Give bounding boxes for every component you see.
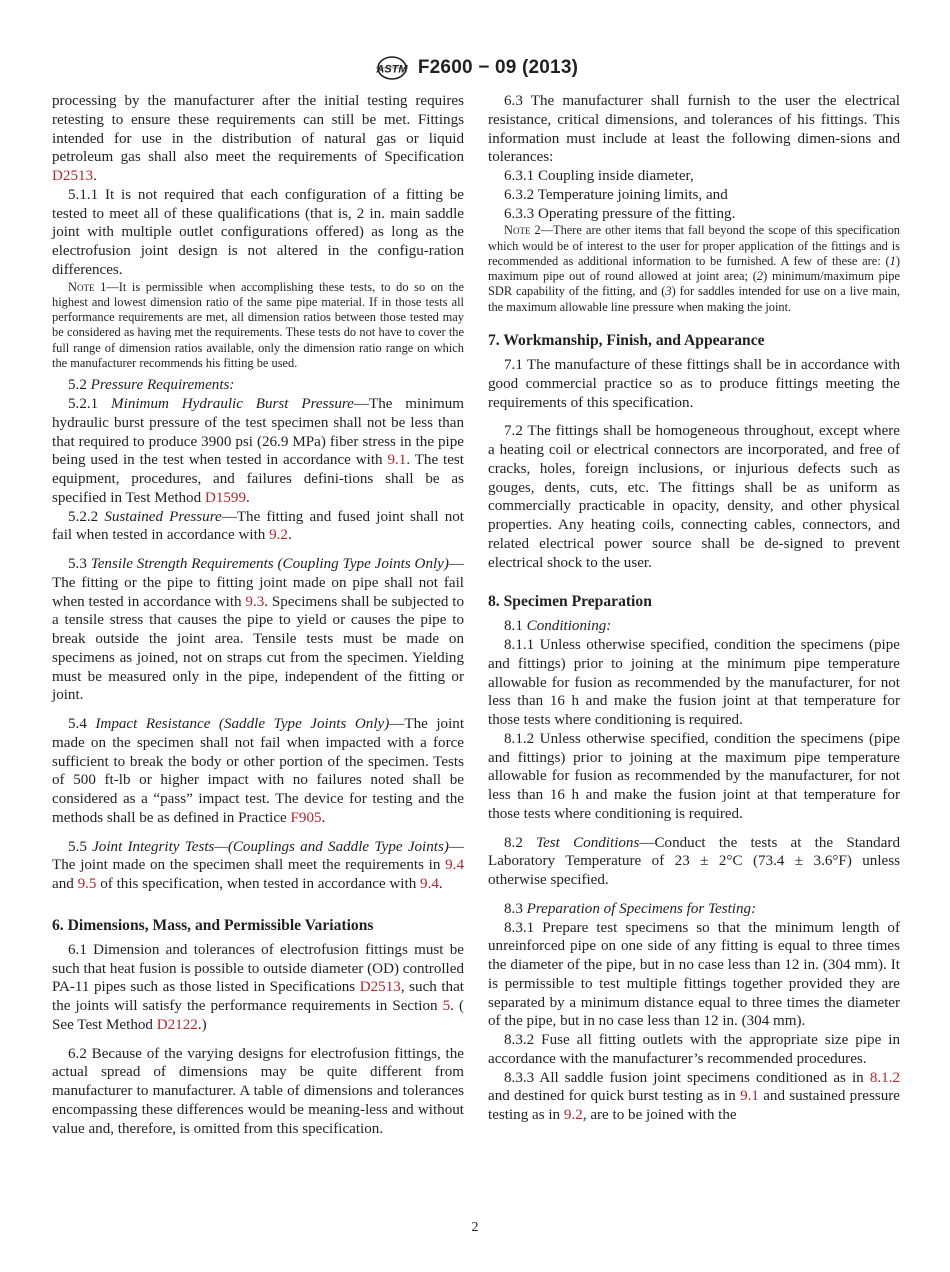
section-5-5: 5.5 Joint Integrity Tests—(Couplings and Saddle Type Joints)—The joint made on the specimen shall meet the requirements in 9.4 and 9.5 of this specification, when tested in accordance with 9.4. (52, 838, 464, 893)
document-designation: F2600 − 09 (2013) (417, 57, 579, 78)
ref-link-f905[interactable]: F905 (290, 809, 322, 826)
section-5-2-2: 5.2.2 Sustained Pressure—The fitting and fused joint shall not fail when tested in accordance with 9.2. (52, 508, 464, 544)
ref-link-d2513[interactable]: D2513 (52, 168, 94, 184)
ref-link-9-5[interactable]: 9.5 (77, 876, 97, 893)
ref-link-9-2[interactable]: 9.2 (269, 527, 288, 544)
section-8-3-1: 8.3.1 Prepare test specimens so that the minimum length of unreinforced pipe on one side of any fitting is equal to three times the diameter of the pipe, but in no case less than 12 in. (304 mm). It is permissible to test multiple fittings together provided they are separated by a minimum distance equal to three times the diameter of the pipe, but in no case less than 12 in. (304 mm). (488, 919, 900, 1030)
note-1: Note 1—It is permissible when accomplishing these tests, to do so on the highest and lowest dimension ratio of the same pipe material. If in those tests all performance requirements are met, all dimension ratios between those tested may be considered as having met the requirements. These tests do not have to cover the full range of dimension ratios available, only the dimension ratio range on which the manufacturer recommends his fitting be used. (52, 279, 464, 370)
section-6-1: 6.1 Dimension and tolerances of electrofusion fittings must be such that heat fusion is possible to outside diameter (OD) controlled PA-11 pipes such as those listed in Specifications D2513, such that the joints will satisfy the performance requirements in Section 5. ( See Test Method D2122.) (52, 941, 464, 1033)
page-header (0, 55, 950, 81)
section-heading-6: 6. Dimensions, Mass, and Permissible Variations (52, 916, 374, 934)
section-8-1-1: 8.1.1 Unless otherwise specified, condition the specimens (pipe and fittings) prior to joining at the minimum pipe temperature allowable for fusion as recommended by the manufacturer, for not less than 16 h and make the fusion joint at that temperature for those tests where conditioning is required. (488, 637, 900, 729)
ref-link-9-1[interactable]: 9.1 (387, 452, 407, 469)
ref-link-8-1-2[interactable]: 8.1.2 (869, 1069, 900, 1086)
section-8-3: 8.3 Preparation of Specimens for Testing: (504, 900, 757, 917)
section-5-2-1: 5.2.1 Minimum Hydraulic Burst Pressure—The minimum hydraulic burst pressure of the test specimen shall not be less than that required to produce 3900 psi (26.9 MPa) fiber stress in the pipe being used in the test when tested in accordance with 9.1. The test equipment, procedures, and failures defini-tions shall be as specified in Test Method D1599. (52, 396, 464, 506)
section-8-3-2: 8.3.2 Fuse all fitting outlets with the appropriate size pipe in accordance with the manufacturer’s recommended procedures. (488, 1032, 900, 1067)
astm-logo-icon (372, 55, 412, 81)
section-6-3-2: 6.3.2 Temperature joining limits, and (504, 186, 728, 203)
ref-link-9-4[interactable]: 9.4 (420, 876, 439, 893)
section-5-4: 5.4 Impact Resistance (Saddle Type Joints Only)—The joint made on the specimen shall not fail when impacted with a force sufficient to break the body or other portion of the specimen. Tests of 500 ft-lb or higher impact with no failures noted shall be considered as a “pass” impact test. The device for testing and the methods shall be as defined in Practice F905. (52, 716, 465, 826)
section-5-1-1: 5.1.1 It is not required that each configuration of a fitting be tested to meet all of these qualifications (that is, 2 in. main saddle joint with multiple outlet configurations offered) as long as the electrofusion joint design is not altered in the configu-ration differences. (52, 186, 464, 278)
section-7-1: 7.1 The manufacture of these fittings shall be in accordance with good commercial practice so as to produce fittings meeting the requirements of this specification. (488, 357, 900, 411)
section-6-3-3: 6.3.3 Operating pressure of the fitting. (504, 205, 736, 222)
ref-link-section-5[interactable]: 5 (442, 998, 451, 1015)
page-number: 2 (471, 1220, 479, 1235)
ref-link-d2122[interactable]: D2122 (156, 1016, 198, 1033)
ref-link-9-4[interactable]: 9.4 (445, 857, 464, 874)
ref-link-9-2[interactable]: 9.2 (563, 1107, 583, 1124)
ref-link-9-3[interactable]: 9.3 (245, 593, 265, 610)
section-6-3-1: 6.3.1 Coupling inside diameter, (504, 168, 694, 184)
section-heading-8: 8. Specimen Preparation (488, 593, 652, 611)
ref-link-9-1[interactable]: 9.1 (740, 1088, 759, 1105)
section-5-3: 5.3 Tensile Strength Requirements (Coupling Type Joints Only)—The fitting or the pipe to fitting joint made on pipe shall not fail when tested in accordance with 9.3. Specimens shall be subjected to a tensile stress that causes the pipe to yield or causes the pipe to break outside the joint area. Tensile tests must be made on specimens as joined, not on straps cut from the specimen. Yielding must be measured only in the pipe, independent of the fitting or joint. (52, 556, 464, 704)
left-column (52, 92, 464, 1138)
section-8-1-2: 8.1.2 Unless otherwise specified, condition the specimens (pipe and fittings) prior to joining at the maximum pipe temperature allowable for fusion as recommended by the manufacturer, for not less than 16 h and make the fusion joint at that temperature for those tests where conditioning is required. (488, 730, 900, 822)
svg-text:ASTM: ASTM (376, 63, 408, 76)
ref-link-d2513[interactable]: D2513 (359, 979, 401, 996)
section-5-2: 5.2 Pressure Requirements: (68, 377, 235, 394)
section-heading-7: 7. Workmanship, Finish, and Appearance (488, 332, 765, 350)
section-8-2: 8.2 Test Conditions—Conduct the tests at the Standard Laboratory Temperature of 23 ± 2°C (73.4 ± 3.6°F) unless otherwise specified. (488, 834, 900, 889)
section-6-3: 6.3 The manufacturer shall furnish to the user the electrical resistance, critical dimensions, and tolerances of his fittings. This information must include at least the following dimen-sions and tolerances: (488, 93, 900, 166)
section-7-2: 7.2 The fittings shall be homogeneous throughout, except where a heating coil or electrical connectors are incorporated, and free of cracks, holes, foreign inclusions, or injurious defects such as gouges, dents, cuts, etc. The fittings shall be as uniform as commercially practicable in opacity, density, and other physical properties. Any heating coils, connecting cables, connectors, and related electrical power source shall be de-signed to prevent electrical shock to the user. (488, 423, 900, 571)
section-8-1: 8.1 Conditioning: (504, 618, 612, 635)
right-column (488, 92, 900, 1125)
section-6-2: 6.2 Because of the varying designs for electrofusion fittings, the actual spread of dimensions may be quite different from manufacturer to manufacturer. A table of dimensions and tolerances encompassing these differences would be meaning-less and without value and, therefore, is omitted from this specification. (52, 1045, 464, 1137)
ref-link-d1599[interactable]: D1599 (204, 489, 247, 506)
paragraph-continuation: processing by the manufacturer after the initial testing requires retesting to ensure these requirements can still be met. Fittings intended for use in the distribution of natural gas or liquid petroleum gas shall also meet the requirements of Specification D2513. (52, 93, 464, 184)
section-8-3-3: 8.3.3 All saddle fusion joint specimens conditioned as in 8.1.2 and destined for quick burst testing as in 9.1 and sustained pressure testing as in 9.2, are to be joined with the (488, 1069, 900, 1124)
note-2: Note 2—There are other items that fall beyond the scope of this specification which would be of interest to the user for proper application of the fittings and is recommended as additional information to be furnished. A few of these are: (1) maximum pipe out of round allowed at joint area; (2) minimum/maximum pipe SDR capability of the fitting, and (3) for saddles intended for use on a live main, the maximum allowable line pressure when making the joint. (488, 223, 901, 314)
